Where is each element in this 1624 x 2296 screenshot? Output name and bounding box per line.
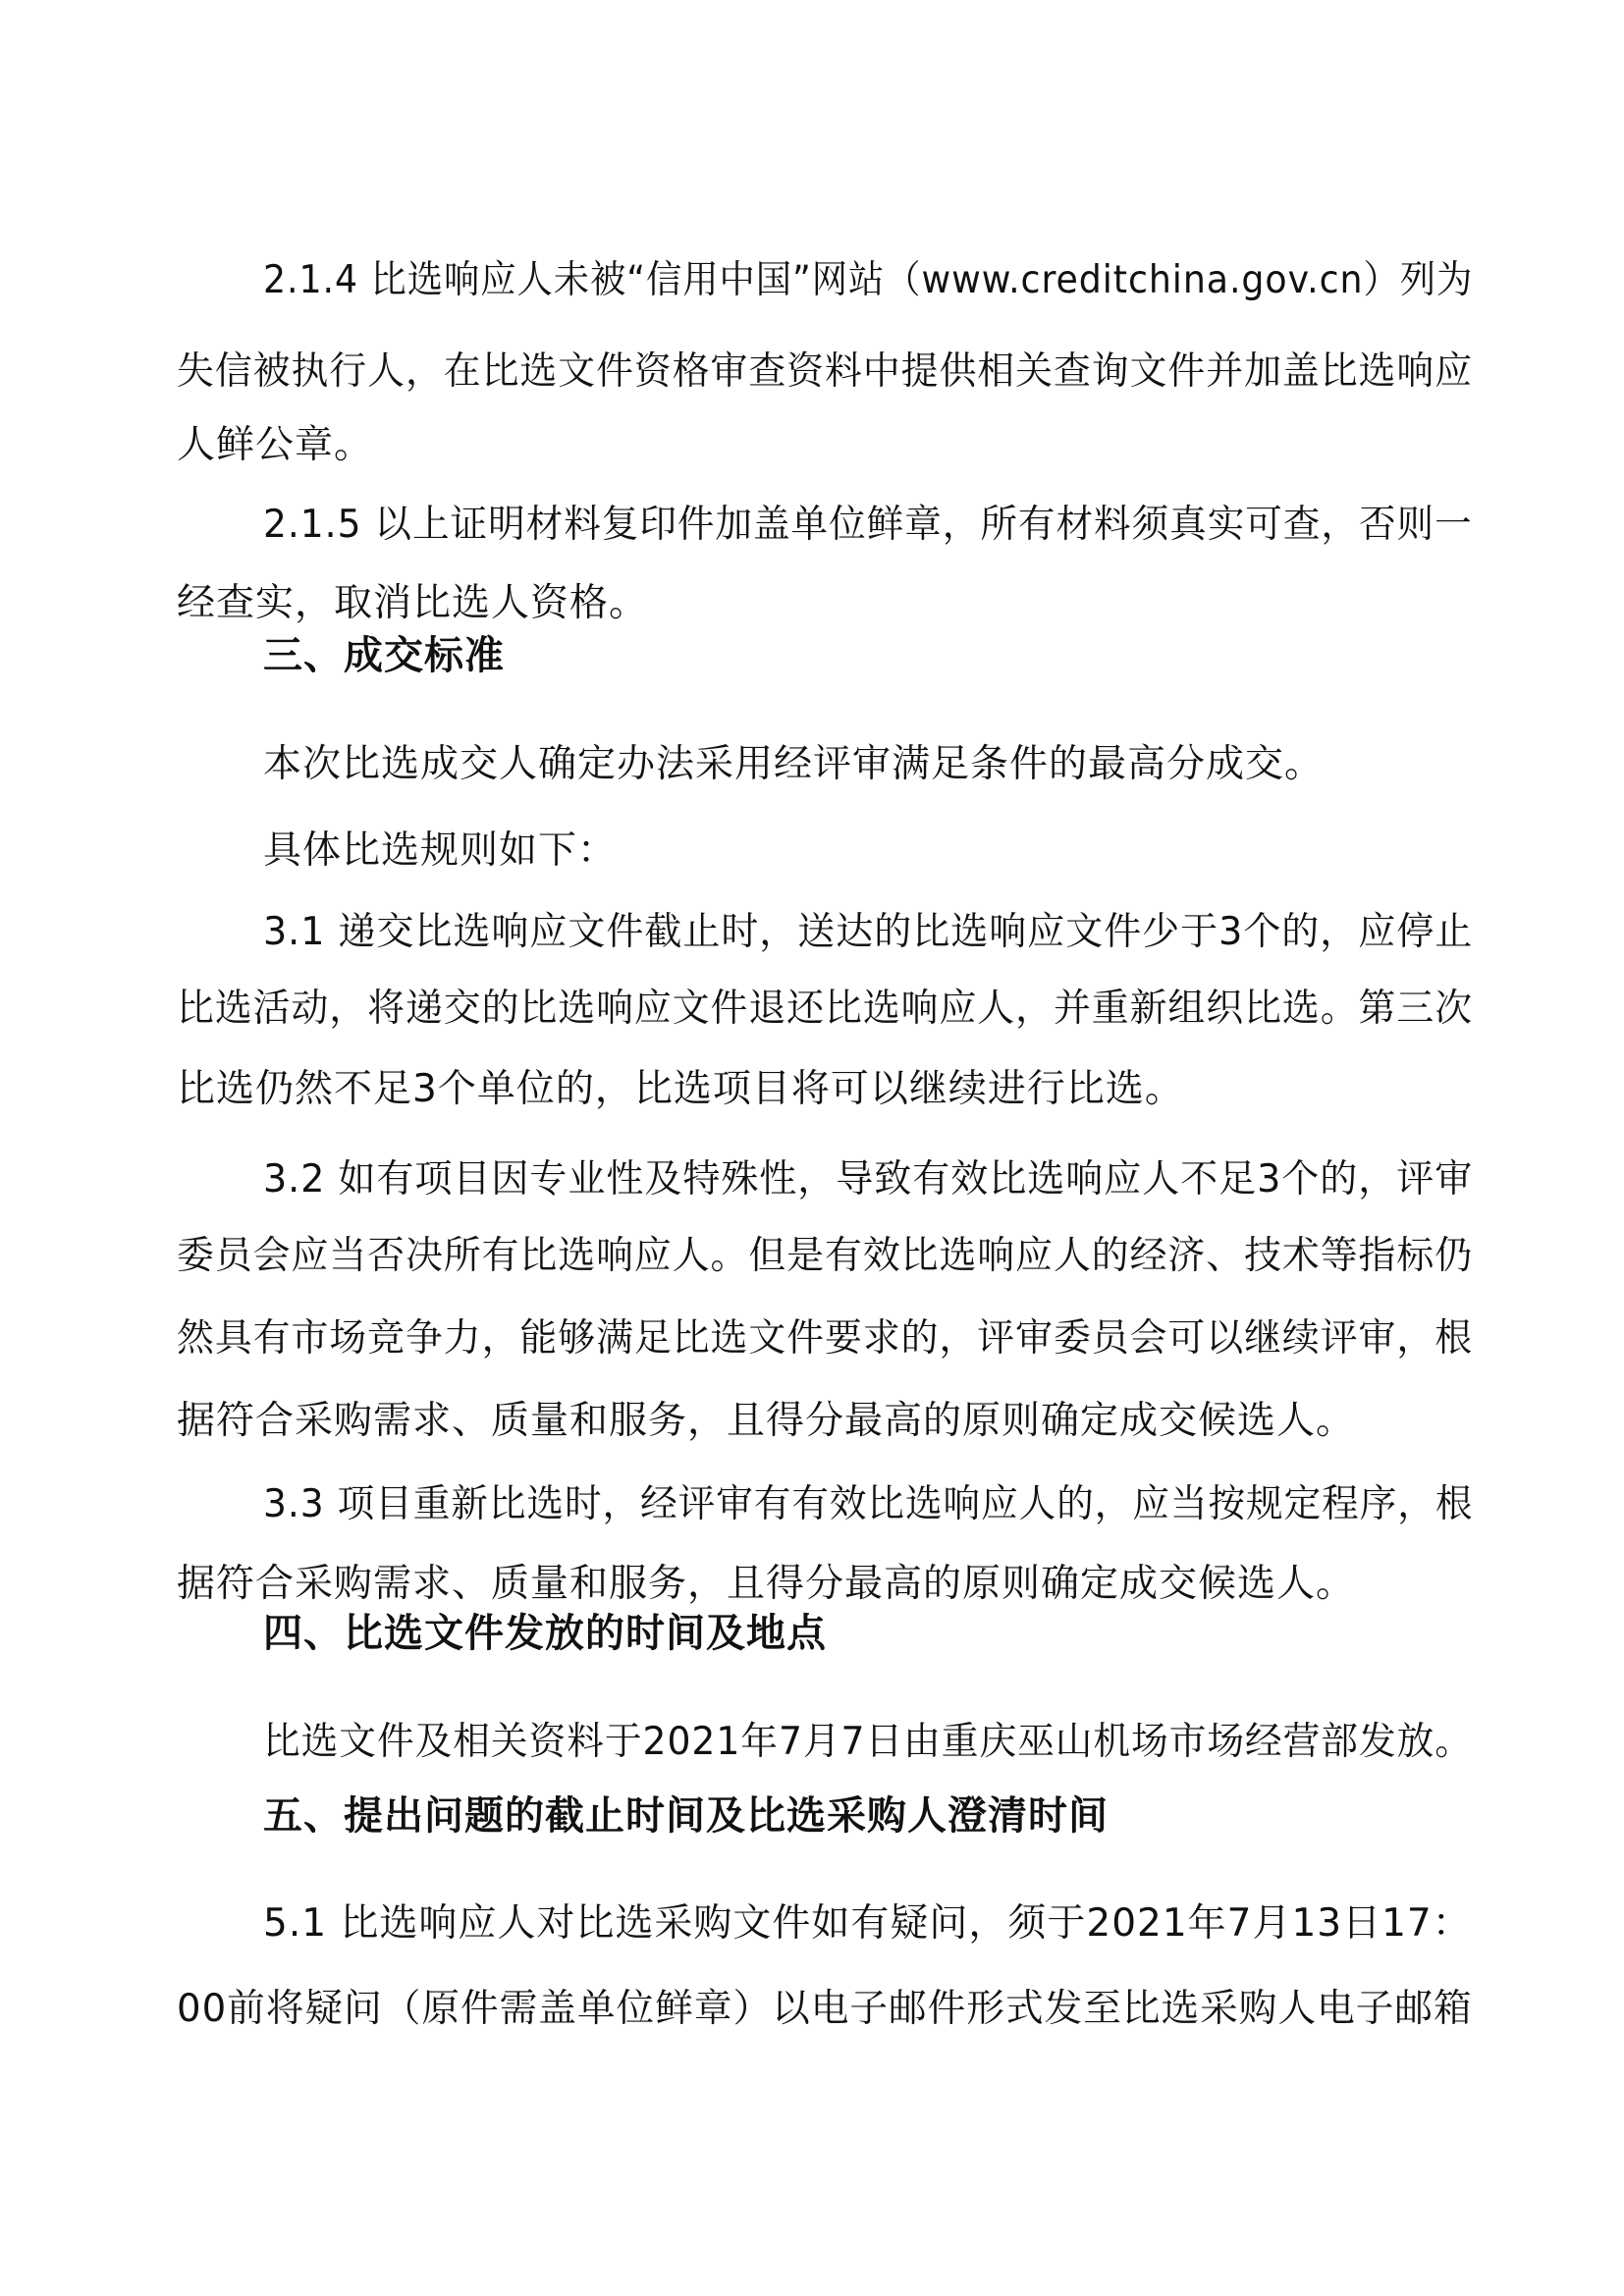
paragraph-3-1-line-3: 比选仍然不足3个单位的，比选项目将可以继续进行比选。: [177, 1067, 1184, 1111]
paragraph-criteria: 本次比选成交人确定办法采用经评审满足条件的最高分成交。: [263, 742, 1325, 786]
paragraph-3-2-line-2: 委员会应当否决所有比选响应人。但是有效比选响应人的经济、技术等指标仍: [177, 1234, 1474, 1278]
paragraph-distribution: 比选文件及相关资料于2021年7月7日由重庆巫山机场市场经营部发放。: [263, 1720, 1473, 1764]
section-heading-3: 三、成交标准: [263, 633, 505, 678]
paragraph-3-3-line-1: 3.3 项目重新比选时，经评审有有效比选响应人的，应当按规定程序，根: [263, 1482, 1474, 1526]
paragraph-2-1-5-line-2: 经查实，取消比选人资格。: [177, 581, 649, 625]
paragraph-3-1-line-2: 比选活动，将递交的比选响应文件退还比选响应人，并重新组织比选。第三次: [177, 987, 1474, 1031]
paragraph-3-2-line-4: 据符合采购需求、质量和服务，且得分最高的原则确定成交候选人。: [177, 1399, 1356, 1443]
paragraph-2-1-5-line-1: 2.1.5 以上证明材料复印件加盖单位鲜章，所有材料须真实可查，否则一: [263, 503, 1473, 547]
paragraph-3-2-line-1: 3.2 如有项目因专业性及特殊性，导致有效比选响应人不足3个的，评审: [263, 1157, 1474, 1201]
paragraph-3-2-line-3: 然具有市场竞争力，能够满足比选文件要求的，评审委员会可以继续评审，根: [177, 1316, 1474, 1361]
paragraph-3-1-line-1: 3.1 递交比选响应文件截止时，送达的比选响应文件少于3个的，应停止: [263, 910, 1474, 954]
paragraph-2-1-4-line-3: 人鲜公章。: [177, 423, 374, 467]
paragraph-rules-intro: 具体比选规则如下：: [263, 828, 618, 873]
paragraph-2-1-4-line-2: 失信被执行人，在比选文件资格审查资料中提供相关查询文件并加盖比选响应: [177, 349, 1474, 394]
paragraph-5-1-line-2: 00前将疑问（原件需盖单位鲜章）以电子邮件形式发至比选采购人电子邮箱: [177, 1987, 1473, 2031]
paragraph-5-1-line-1: 5.1 比选响应人对比选采购文件如有疑问，须于2021年7月13日17：: [263, 1901, 1472, 1946]
section-heading-4: 四、比选文件发放的时间及地点: [263, 1611, 827, 1656]
paragraph-3-3-line-2: 据符合采购需求、质量和服务，且得分最高的原则确定成交候选人。: [177, 1562, 1356, 1606]
paragraph-2-1-4-line-1: 2.1.4 比选响应人未被“信用中国”网站（www.creditchina.gov.cn）列为: [263, 258, 1474, 302]
section-heading-5: 五、提出问题的截止时间及比选采购人澄清时间: [263, 1793, 1109, 1839]
